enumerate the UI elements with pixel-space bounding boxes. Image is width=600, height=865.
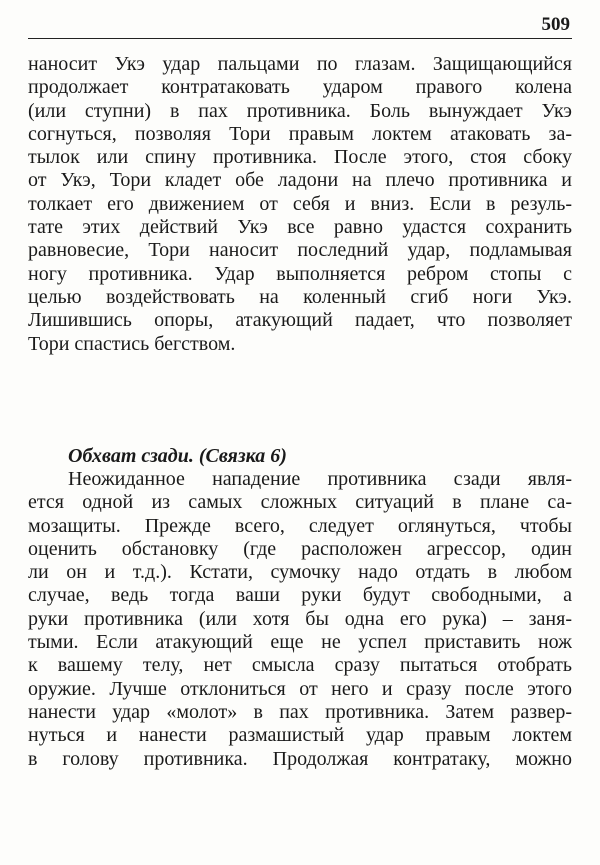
paragraph-2 xyxy=(28,468,572,771)
text-line: согнуться, позволяя Тори правым локтем атаковать за- xyxy=(28,122,572,145)
text-line: нуться и нанести размашистый удар правым локтем xyxy=(28,724,572,747)
text-line: ли он и т.д.). Кстати, сумочку надо отдать в любом xyxy=(28,561,572,584)
text-line: оружие. Лучше отклониться от него и сразу после этого xyxy=(28,677,572,700)
text-line: руки противника (или хотя бы одна его рука) – заня- xyxy=(28,607,572,630)
text-line: наносит Укэ удар пальцами по глазам. Защищающийся xyxy=(28,53,572,75)
page-number: 509 xyxy=(541,14,570,35)
text-line: целью воздействовать на коленный сгиб ноги Укэ. xyxy=(28,285,572,308)
text-line: ется одной из самых сложных ситуаций в плане са- xyxy=(28,491,572,514)
text-line: Лишившись опоры, атакующий падает, что позволяет xyxy=(28,309,572,332)
text-line: Тори спастись бегством. xyxy=(28,332,236,355)
text-line: равновесие, Тори наносит последний удар, подламывая xyxy=(28,239,572,262)
text-line: толкает его движением от себя и вниз. Если в резуль- xyxy=(28,192,572,215)
text-line: к вашему телу, нет смысла сразу пытаться отобрать xyxy=(28,654,572,677)
header-rule xyxy=(28,38,572,39)
paragraph-1 xyxy=(28,53,572,356)
text-line: от Укэ, Тори кладет обе ладони на плечо противника и xyxy=(28,169,572,192)
text-line: оценить обстановку (где расположен агрессор, один xyxy=(28,537,572,560)
text-line: в голову противника. Продолжая контратаку, можно xyxy=(28,747,572,770)
text-line: тыми. Если атакующий еще не успел приставить нож xyxy=(28,631,572,654)
text-line: нанести удар «молот» в пах противника. Затем развер- xyxy=(28,700,572,723)
text-line: мозащиты. Прежде всего, следует оглянуться, чтобы xyxy=(28,514,572,537)
text-line: ногу противника. Удар выполняется ребром стопы с xyxy=(28,262,572,285)
section-heading: Обхват сзади. (Связка 6) xyxy=(68,445,287,467)
text-line: тылок или спину противника. После этого, стоя сбоку xyxy=(28,146,572,169)
text-line: тате этих действий Укэ все равно удастся сохранить xyxy=(28,216,572,239)
text-line: продолжает контратаковать ударом правого колена xyxy=(28,76,572,99)
text-line: Неожиданное нападение противника сзади явля- xyxy=(68,468,572,490)
text-line: случае, ведь тогда ваши руки будут свободными, а xyxy=(28,584,572,607)
text-line: (или ступни) в пах противника. Боль вынуждает Укэ xyxy=(28,99,572,122)
